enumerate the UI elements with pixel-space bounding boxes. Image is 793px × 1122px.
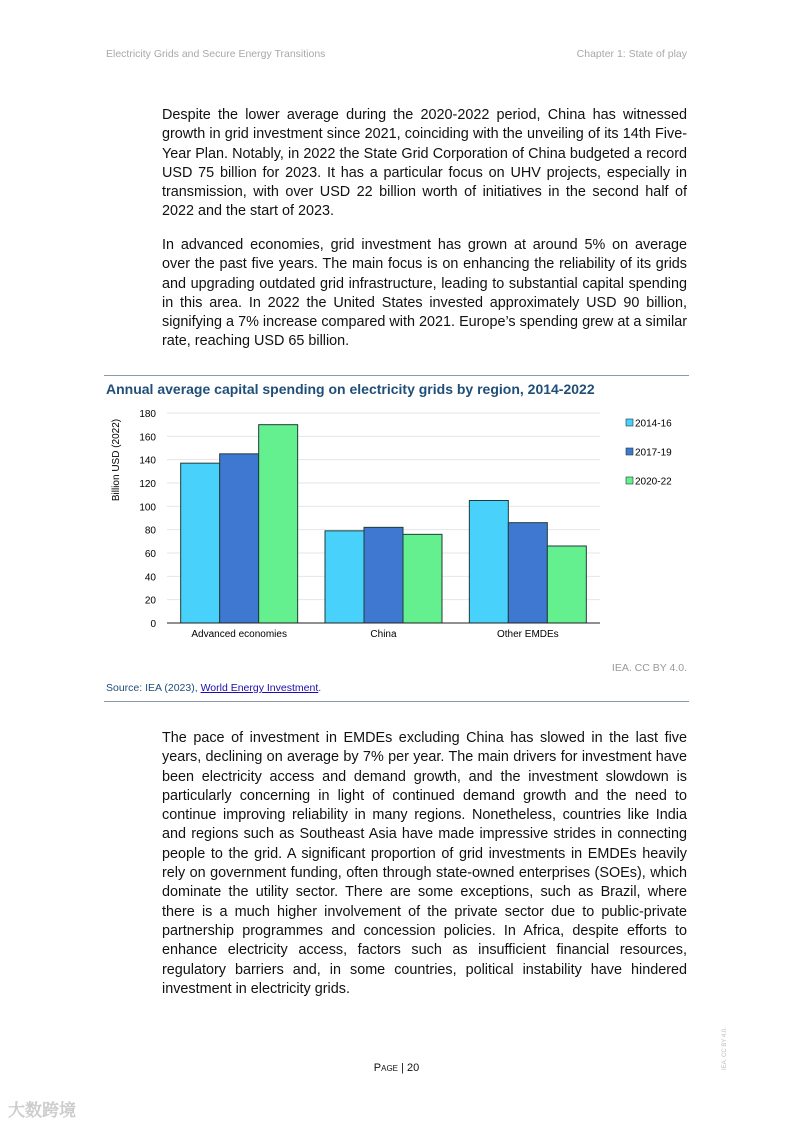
bar-2020-22 — [259, 425, 298, 623]
y-tick-label: 180 — [139, 409, 156, 420]
paragraph: In advanced economies, grid investment has grown at around 5% on average over the past five years. The main focus is on enhancing the reliability of its grids and upgrading outdated grid infrastructure, leading to substantial capital spending in this area. In 2022 the United States invested approximately USD 90 billion, signifying a 7% increase compared with 2021. Europe’s spending grew at a similar rate, reaching USD 65 billion. — [162, 237, 687, 350]
chart-bottom-rule — [104, 701, 689, 702]
y-tick-label: 140 — [139, 455, 156, 467]
legend-swatch — [626, 448, 633, 455]
legend-swatch — [626, 477, 633, 484]
chart-source — [106, 682, 321, 694]
y-tick-label: 60 — [144, 549, 156, 560]
legend-label: 2017-19 — [635, 447, 672, 459]
bar-2017-19 — [220, 454, 259, 623]
page-number: Page | 20 — [373, 1062, 420, 1074]
side-credit: IEA. CC BY 4.0. — [722, 1027, 728, 1070]
running-header-title: Electricity Grids and Secure Energy Transitions — [106, 48, 326, 60]
chart-title: Annual average capital spending on electricity grids by region, 2014-2022 — [106, 381, 595, 397]
y-tick-label: 40 — [144, 572, 156, 584]
y-axis-label: Billion USD (2022) — [111, 418, 122, 502]
paragraph: Despite the lower average during the 2020-2022 period, China has witnessed growth in grid investment since 2021, coinciding with the unveiling of its 14th Five-Year Plan. Notably, in 2022 the State Grid Corporation of China budgeted a record USD 75 billion for 2023. It has a particular focus on UHV projects, especially in transmission, with over USD 22 billion worth of initiatives in the second half of 2022 and the start of 2023. — [162, 107, 687, 220]
bar-2014-16 — [469, 501, 508, 624]
bar-2017-19 — [508, 523, 547, 623]
y-tick-label: 160 — [139, 432, 156, 444]
legend-label: 2020-22 — [635, 476, 672, 488]
y-tick-label: 80 — [144, 525, 156, 537]
legend-label: 2014-16 — [635, 418, 672, 430]
page-number-value: 20 — [406, 1062, 420, 1074]
running-header-chapter: Chapter 1: State of play — [576, 48, 687, 60]
source-suffix: . — [318, 682, 322, 694]
y-tick-label: 0 — [150, 619, 156, 630]
bar-2014-16 — [181, 463, 220, 623]
source-link[interactable]: World Energy Investment — [200, 682, 319, 694]
page-label: Page — [373, 1062, 398, 1074]
bar-2020-22 — [547, 546, 586, 623]
x-tick-label: Advanced economies — [191, 629, 287, 640]
x-tick-label: Other EMDEs — [496, 629, 559, 640]
y-tick-label: 20 — [144, 595, 156, 607]
y-tick-label: 100 — [139, 502, 156, 514]
bar-2014-16 — [325, 531, 364, 623]
y-tick-label: 120 — [139, 479, 156, 490]
watermark: 大数跨境 — [8, 1101, 76, 1120]
source-prefix: Source: IEA (2023), — [106, 682, 201, 694]
legend-swatch — [626, 419, 633, 426]
bar-2020-22 — [403, 534, 442, 623]
paragraph: The pace of investment in EMDEs excluding China has slowed in the last five years, declining on average by 7% per year. The main drivers for investment have been electricity access and demand growth, and the investment slowdown is particularly concerning in light of continued demand growth and the need to continue improving reliability in many regions. Nonetheless, countries like India and regions such as Southeast Asia have made impressive strides in connecting people to the grid. A significant proportion of grid investments in EMDEs heavily rely on government funding, often through state-owned enterprises (SOEs), which dominate the utility sector. There are some exceptions, such as Brazil, where there is a much higher involvement of the private sector due to public-private partnership programmes and concession policies. In Africa, despite efforts to enhance electricity access, factors such as insufficient financial resources, regulatory barriers and, in some countries, political instability have hindered investment in electricity grids. — [162, 730, 687, 997]
x-tick-label: China — [370, 629, 397, 640]
chart-credit: IEA. CC BY 4.0. — [611, 662, 687, 674]
bar-2017-19 — [364, 527, 403, 623]
